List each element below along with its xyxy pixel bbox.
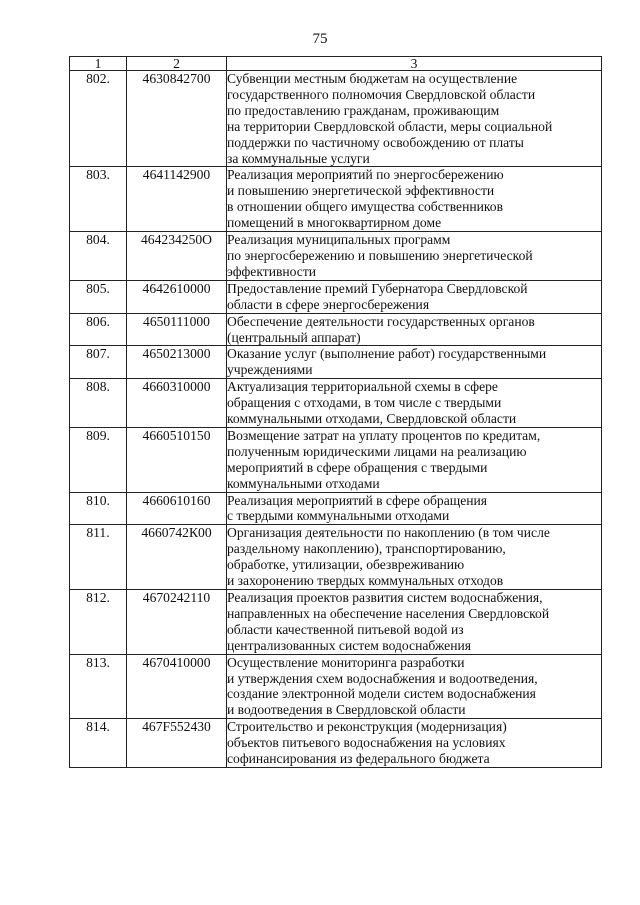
description-line: Предоставление премий Губернатора Свердловской xyxy=(227,280,528,296)
row-code: 4670410000 xyxy=(127,654,227,719)
table-row xyxy=(70,379,602,428)
budget-classification-table xyxy=(69,56,602,768)
row-number: 814. xyxy=(70,719,127,768)
table-row xyxy=(70,719,602,768)
table-header-row xyxy=(70,57,602,71)
description-line: на территории Свердловской области, меры социальной xyxy=(227,118,553,134)
row-code: 4660310000 xyxy=(127,379,227,428)
column-header-1: 1 xyxy=(70,57,127,71)
row-code: 4660510150 xyxy=(127,427,227,492)
description-line: области качественной питьевой водой из xyxy=(227,621,464,637)
description-line: Реализация проектов развития систем водоснабжения, xyxy=(227,590,543,605)
table-row xyxy=(70,167,602,232)
row-description xyxy=(227,525,602,590)
row-number: 803. xyxy=(70,167,127,232)
description-line: коммунальными отходами, Свердловской области xyxy=(227,411,517,427)
row-description xyxy=(227,590,602,655)
row-number: 806. xyxy=(70,313,127,346)
row-code: 4650111000 xyxy=(127,313,227,346)
row-description xyxy=(227,71,602,167)
row-code: 4642610000 xyxy=(127,280,227,313)
row-number: 813. xyxy=(70,654,127,719)
description-line: раздельному накоплению), транспортированию, xyxy=(227,541,506,557)
column-header-2: 2 xyxy=(127,57,227,71)
row-description xyxy=(227,427,602,492)
table-row xyxy=(70,346,602,379)
row-description xyxy=(227,167,602,232)
description-line: объектов питьевого водоснабжения на условиях xyxy=(227,735,506,751)
description-line: поддержки по частичному освобождению от платы xyxy=(227,134,524,150)
description-line: создание электронной модели систем водоснабжения xyxy=(227,686,536,702)
description-line: Осуществление мониторинга разработки xyxy=(227,654,465,670)
description-line: мероприятий в сфере обращения с твердыми xyxy=(227,459,488,475)
row-number: 810. xyxy=(70,492,127,525)
description-line: обращения с отходами, в том числе с твердыми xyxy=(227,395,502,411)
row-description xyxy=(227,719,602,768)
row-code: 4660742К00 xyxy=(127,525,227,590)
table-row xyxy=(70,492,602,525)
description-line: помещений в многоквартирном доме xyxy=(227,215,442,231)
description-line: и утверждения схем водоснабжения и водоотведения, xyxy=(227,670,538,686)
row-description xyxy=(227,654,602,719)
description-line: Субвенции местным бюджетам на осуществление xyxy=(227,71,518,86)
description-line: полученным юридическими лицами на реализацию xyxy=(227,443,527,459)
row-number: 805. xyxy=(70,280,127,313)
description-line: Реализация муниципальных программ xyxy=(227,232,451,248)
description-line: и повышению энергетической эффективности xyxy=(227,183,495,199)
table-row xyxy=(70,427,602,492)
description-line: по энергосбережению и повышению энергетической xyxy=(227,247,533,263)
table-row xyxy=(70,232,602,281)
table-row xyxy=(70,590,602,655)
row-number: 804. xyxy=(70,232,127,281)
description-line: обработке, утилизации, обезвреживанию xyxy=(227,557,465,573)
row-description xyxy=(227,379,602,428)
row-code: 4650213000 xyxy=(127,346,227,379)
row-code: 4641142900 xyxy=(127,167,227,232)
table-row xyxy=(70,313,602,346)
table-body xyxy=(70,71,602,768)
table-row xyxy=(70,280,602,313)
description-line: области в сфере энергосбережения xyxy=(227,296,430,312)
table-row xyxy=(70,654,602,719)
row-code: 467F552430 xyxy=(127,719,227,768)
description-line: по предоставлению гражданам, проживающим xyxy=(227,102,500,118)
row-description xyxy=(227,280,602,313)
description-line: с твердыми коммунальными отходами xyxy=(227,508,450,524)
row-number: 811. xyxy=(70,525,127,590)
description-line: и захоронению твердых коммунальных отходов xyxy=(227,573,504,589)
column-header-3: 3 xyxy=(227,57,602,71)
row-number: 808. xyxy=(70,379,127,428)
description-line: за коммунальные услуги xyxy=(227,150,370,166)
description-line: Оказание услуг (выполнение работ) государственными xyxy=(227,346,547,362)
description-line: централизованных систем водоснабжения xyxy=(227,637,472,653)
row-code: 464234250О xyxy=(127,232,227,281)
row-description xyxy=(227,313,602,346)
description-line: Строительство и реконструкция (модернизация) xyxy=(227,719,507,735)
description-line: Реализация мероприятий по энергосбережению xyxy=(227,167,504,183)
description-line: направленных на обеспечение населения Свердловской xyxy=(227,605,550,621)
row-code: 4660610160 xyxy=(127,492,227,525)
description-line: коммунальными отходами xyxy=(227,475,380,491)
row-description xyxy=(227,346,602,379)
description-line: учреждениями xyxy=(227,362,313,378)
page-number: 75 xyxy=(312,31,328,47)
description-line: (центральный аппарат) xyxy=(227,329,361,345)
row-number: 809. xyxy=(70,427,127,492)
row-code: 4670242110 xyxy=(127,590,227,655)
table-row xyxy=(70,525,602,590)
description-line: государственного полномочия Свердловской области xyxy=(227,86,536,102)
row-number: 807. xyxy=(70,346,127,379)
description-line: в отношении общего имущества собственников xyxy=(227,199,504,215)
description-line: Организация деятельности по накоплению (в том числе xyxy=(227,525,550,541)
description-line: Обеспечение деятельности государственных органов xyxy=(227,313,535,329)
row-code: 4630842700 xyxy=(127,71,227,167)
description-line: Возмещение затрат на уплату процентов по кредитам, xyxy=(227,427,541,443)
description-line: Актуализация территориальной схемы в сфере xyxy=(227,379,498,395)
description-line: Реализация мероприятий в сфере обращения xyxy=(227,492,488,508)
description-line: софинансирования из федерального бюджета xyxy=(227,751,490,767)
row-description xyxy=(227,232,602,281)
row-number: 812. xyxy=(70,590,127,655)
table-row xyxy=(70,71,602,167)
description-line: эффективности xyxy=(227,263,317,279)
row-number: 802. xyxy=(70,71,127,167)
description-line: и водоотведения в Свердловской области xyxy=(227,702,466,718)
row-description xyxy=(227,492,602,525)
